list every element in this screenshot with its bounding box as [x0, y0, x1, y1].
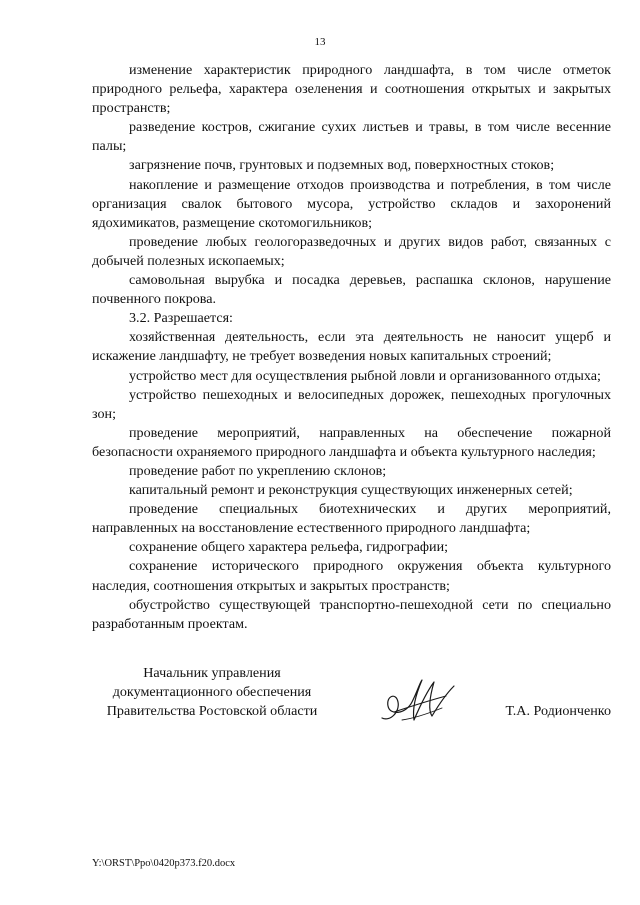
- paragraph-slopes: проведение работ по укреплению склонов;: [129, 462, 387, 479]
- paragraph-waste: накопление и размещение отходов производства и потребления, в том числе организация свалок бытового мусора, устройство складов и захоронений ядохимикатов, размещение скотомогильников;: [92, 176, 611, 231]
- paragraph-fire-safety: проведение мероприятий, направленных на обеспечение пожарной безопасности охраняемого природного ландшафта и объекта культурного наследия;: [92, 424, 611, 460]
- document-body: [92, 61, 611, 634]
- paragraph-historical-environment: сохранение исторического природного окружения объекта культурного наследия, соотношения открытых и закрытых пространств;: [92, 558, 611, 594]
- page-number: 13: [314, 36, 326, 48]
- paragraph-relief: сохранение общего характера рельефа, гидрографии;: [129, 539, 449, 556]
- paragraph-tree-cutting: самовольная вырубка и посадка деревьев, распашка склонов, нарушение почвенного покрова.: [92, 272, 611, 308]
- paragraph-paths: устройство пешеходных и велосипедных дорожек, пешеходных прогулочных зон;: [92, 386, 611, 422]
- signature-block: [92, 664, 611, 724]
- signer-position-line: документационного обеспечения: [112, 684, 312, 701]
- paragraph-geology: проведение любых геологоразведочных и других видов работ, связанных с добычей полезных ископаемых;: [92, 233, 611, 269]
- signer-name: Т.А. Родионченко: [505, 703, 611, 719]
- paragraph-economic-activity: хозяйственная деятельность, если эта деятельность не наносит ущерб и искажение ландшафту, не требует возведения новых капитальных строений;: [92, 329, 611, 365]
- paragraph-biotechnical: проведение специальных биотехнических и других мероприятий, направленных на восстановление естественного природного ландшафта;: [92, 501, 611, 537]
- paragraph-transport-network: обустройство существующей транспортно-пешеходной сети по специально разработанным проектам.: [92, 596, 611, 632]
- paragraph-pollution: загрязнение почв, грунтовых и подземных вод, поверхностных стоков;: [129, 157, 555, 174]
- paragraph-fires: разведение костров, сжигание сухих листьев и травы, в том числе весенние палы;: [92, 119, 611, 155]
- paragraph-networks: капитальный ремонт и реконструкция существующих инженерных сетей;: [129, 482, 573, 499]
- signer-position-line: Начальник управления: [143, 665, 281, 681]
- handwritten-signature: [376, 672, 462, 728]
- section-heading-allowed: 3.2. Разрешается:: [129, 310, 233, 327]
- signer-position: [92, 664, 332, 721]
- paragraph-fishing: устройство мест для осуществления рыбной ловли и организованного отдыха;: [129, 367, 601, 384]
- file-path: Y:\ORST\Ppo\0420p373.f20.docx: [92, 858, 236, 869]
- signer-position-line: Правительства Ростовской области: [106, 703, 318, 720]
- paragraph-landscape-changes: изменение характеристик природного ландшафта, в том числе отметок природного рельефа, характера озеленения и соотношения открытых и закрытых пространств;: [92, 62, 611, 117]
